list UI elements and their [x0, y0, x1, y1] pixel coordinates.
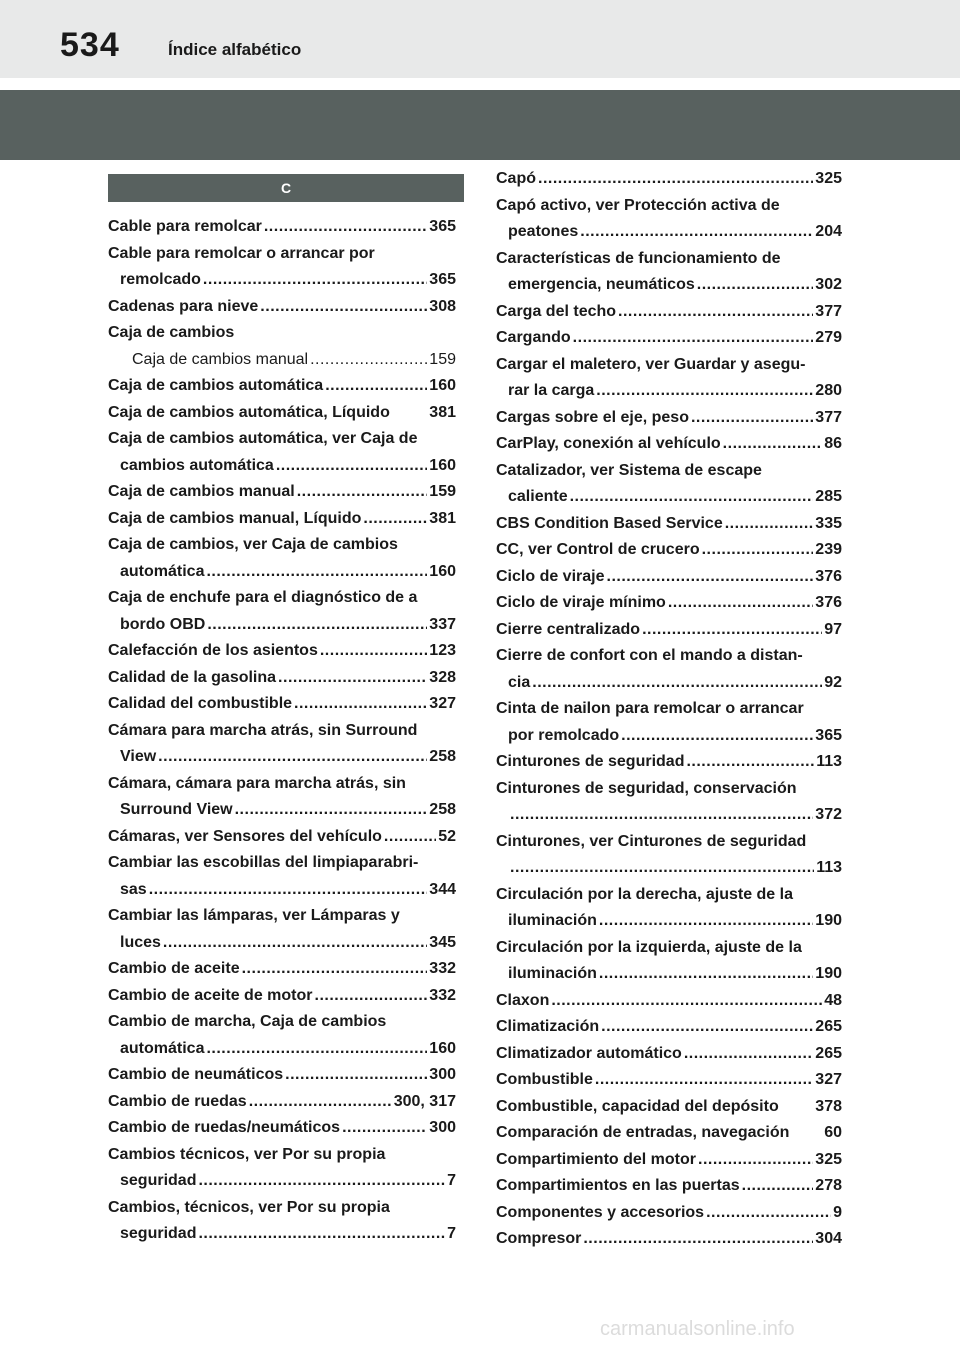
- index-entry: [108, 956, 456, 983]
- index-term: Ciclo de viraje mínimo: [496, 594, 666, 611]
- index-entry: [108, 400, 456, 427]
- index-term: Compartimiento del motor: [496, 1150, 697, 1168]
- index-term: Cámara, cámara para marcha atrás, sin: [108, 774, 406, 792]
- index-term: seguridad: [120, 1225, 197, 1242]
- index-term: Cambio de aceite: [108, 960, 240, 977]
- index-entry: [108, 1142, 456, 1195]
- index-entry: [496, 458, 842, 511]
- header-bar: [0, 0, 960, 78]
- index-term: Cadenas para nieve: [108, 297, 259, 315]
- index-entry: [108, 665, 456, 692]
- page-reference: 258: [429, 748, 456, 765]
- letter-heading: C: [108, 174, 464, 202]
- index-term: Cargando: [496, 329, 571, 346]
- index-entry: [108, 1089, 456, 1116]
- index-term: CC, ver Control de crucero: [496, 541, 700, 558]
- index-term: Caja de cambios automática, Líquido: [108, 403, 390, 421]
- page-reference: 60: [824, 1124, 842, 1141]
- index-term: Capó: [496, 170, 536, 187]
- index-entry: [496, 1094, 842, 1121]
- index-entry: [496, 511, 842, 538]
- index-term: Circulación por la derecha, ajuste de la: [496, 885, 793, 903]
- index-entry: [108, 214, 456, 241]
- page-reference: 381: [429, 509, 456, 527]
- page-reference: 376: [815, 594, 842, 611]
- index-entry: [108, 850, 456, 903]
- index-term: emergencia, neumáticos: [508, 276, 695, 293]
- index-term: Cambiar las lámparas, ver Lámparas y: [108, 907, 400, 924]
- index-entry: [496, 1067, 842, 1094]
- index-entry: [108, 1009, 456, 1062]
- index-term: Surround View: [120, 801, 233, 818]
- page-reference: 325: [815, 170, 842, 187]
- index-term: Combustible, capacidad del depósito: [496, 1097, 779, 1115]
- index-entry: [496, 166, 842, 193]
- page-reference: 279: [815, 329, 842, 346]
- index-term: Cambio de ruedas: [108, 1092, 247, 1110]
- page-reference: 113: [816, 753, 842, 770]
- index-term: Características de funcionamiento de: [496, 249, 781, 267]
- index-term: Compresor: [496, 1230, 582, 1247]
- index-term: Catalizador, ver Sistema de escape: [496, 461, 762, 479]
- index-term: CBS Condition Based Service: [496, 514, 723, 532]
- page-reference: 160: [429, 562, 456, 580]
- index-entry: [108, 347, 456, 374]
- page-reference: 302: [815, 276, 842, 293]
- page-reference: 328: [429, 668, 456, 686]
- index-entry: [496, 749, 842, 776]
- index-entry: [108, 691, 456, 718]
- page-reference: 372: [815, 806, 842, 823]
- index-term: Calidad de la gasolina: [108, 668, 277, 686]
- index-entry: [496, 1041, 842, 1068]
- page-reference: 365: [429, 218, 456, 235]
- page-reference: 160: [429, 377, 456, 394]
- index-term: remolcado: [120, 271, 201, 288]
- page-reference: 160: [429, 1039, 456, 1057]
- page-reference: 337: [429, 615, 456, 633]
- index-term: Cámaras, ver Sensores del vehículo: [108, 827, 382, 845]
- index-column-left: [108, 214, 456, 1248]
- index-term: caliente: [508, 488, 568, 505]
- page-reference: 265: [815, 1018, 842, 1035]
- page-reference: 300: [429, 1119, 456, 1136]
- index-term: Cinturones de seguridad: [496, 753, 685, 770]
- index-entry: [496, 988, 842, 1015]
- index-term: Cinturones de seguridad, conservación: [496, 779, 797, 797]
- index-entry: [108, 1115, 456, 1142]
- index-term: Cierre centralizado: [496, 620, 641, 638]
- index-entry: [108, 718, 456, 771]
- index-entry: [496, 1147, 842, 1174]
- index-term: seguridad: [120, 1172, 197, 1189]
- index-entry: [496, 537, 842, 564]
- index-term: Cinta de nailon para remolcar o arrancar: [496, 700, 804, 717]
- index-entry: [108, 1062, 456, 1089]
- index-term: Climatización: [496, 1018, 600, 1035]
- page-reference: 345: [429, 933, 456, 951]
- page-reference: 381: [429, 403, 456, 421]
- index-entry: [496, 829, 842, 882]
- index-entry: [496, 882, 842, 935]
- index-entry: [496, 352, 842, 405]
- index-term: Carga del techo: [496, 302, 617, 320]
- index-column-right: [496, 166, 842, 1253]
- index-entry: [108, 320, 456, 347]
- index-term: Caja de cambios manual: [108, 483, 295, 500]
- index-entry: [496, 1120, 842, 1147]
- page-reference: 239: [815, 541, 842, 558]
- index-term: Cambios técnicos, ver Por su propia: [108, 1145, 386, 1163]
- page-number: 534: [60, 26, 120, 64]
- index-entry: [108, 532, 456, 585]
- index-term: bordo OBD: [120, 615, 206, 633]
- page-reference: 308: [429, 297, 456, 315]
- page-reference: 265: [815, 1044, 842, 1062]
- index-term: Cambio de aceite de motor: [108, 986, 313, 1004]
- index-term: por remolcado: [508, 726, 620, 744]
- index-term: cambios automática: [120, 456, 274, 474]
- index-entry: [108, 771, 456, 824]
- header-band: [0, 90, 960, 160]
- index-entry: [496, 1226, 842, 1253]
- index-term: Cable para remolcar: [108, 218, 262, 235]
- page-reference: 204: [815, 223, 842, 240]
- index-term: iluminación: [508, 965, 597, 982]
- index-term: Calefacción de los asientos: [108, 642, 318, 659]
- index-entry: [108, 585, 456, 638]
- index-term: Cargar el maletero, ver Guardar y asegu-: [496, 355, 806, 373]
- index-term: Comparación de entradas, navegación: [496, 1124, 790, 1141]
- page-reference: 52: [438, 827, 456, 845]
- page-reference: 376: [815, 567, 842, 585]
- section-title: Índice alfabético: [168, 40, 302, 59]
- index-entry: [496, 696, 842, 749]
- index-entry: [108, 638, 456, 665]
- index-term: Climatizador automático: [496, 1044, 682, 1062]
- index-term: peatones: [508, 223, 579, 240]
- page-reference: 123: [429, 642, 456, 659]
- page-reference: 365: [815, 726, 842, 744]
- index-term: Cámara para marcha atrás, sin Surround: [108, 721, 418, 739]
- page-reference: 377: [815, 302, 842, 320]
- index-entry: [496, 299, 842, 326]
- page-reference: 190: [815, 965, 842, 982]
- index-term: Calidad del combustible: [108, 695, 293, 712]
- index-term: Ciclo de viraje: [496, 567, 605, 585]
- page-reference: 86: [824, 435, 842, 452]
- index-entry: [496, 246, 842, 299]
- index-term: Caja de cambios automática: [108, 377, 324, 394]
- page-reference: 377: [815, 408, 842, 426]
- index-term: CarPlay, conexión al vehículo: [496, 435, 721, 452]
- page-reference: 113: [816, 859, 842, 876]
- page-reference: 327: [815, 1071, 842, 1088]
- index-term: Capó activo, ver Protección activa de: [496, 196, 780, 214]
- index-entry: [108, 506, 456, 533]
- index-term: Cambio de marcha, Caja de cambios: [108, 1013, 387, 1030]
- page-reference: 159: [429, 350, 456, 368]
- index-entry: [108, 903, 456, 956]
- index-entry: [496, 643, 842, 696]
- page-reference: 7: [447, 1172, 456, 1189]
- index-term: Cargas sobre el eje, peso: [496, 408, 689, 426]
- index-entry: [108, 373, 456, 400]
- page-reference: 300: [429, 1066, 456, 1083]
- index-term: View: [120, 748, 157, 765]
- index-entry: [496, 193, 842, 246]
- index-entry: [496, 1014, 842, 1041]
- page-reference: 365: [429, 271, 456, 288]
- watermark: carmanualsonline.info: [600, 1318, 795, 1340]
- index-entry: [108, 983, 456, 1010]
- index-entry: [108, 1195, 456, 1248]
- index-term: Cambio de neumáticos: [108, 1066, 284, 1083]
- index-term: Caja de enchufe para el diagnóstico de a: [108, 589, 418, 606]
- index-term: Combustible: [496, 1071, 593, 1088]
- index-term: automática: [120, 562, 205, 580]
- index-term: Caja de cambios automática, ver Caja de: [108, 430, 418, 447]
- index-entry: [108, 294, 456, 321]
- index-entry: [496, 617, 842, 644]
- page-reference: 48: [824, 991, 842, 1009]
- page-reference: 258: [429, 801, 456, 818]
- index-term: iluminación: [508, 912, 597, 929]
- page-reference: 285: [815, 488, 842, 505]
- index-entry: [496, 590, 842, 617]
- index-entry: [496, 405, 842, 432]
- page-reference: 7: [447, 1225, 456, 1242]
- index-term: Caja de cambios manual: [132, 350, 309, 368]
- index-term: sas: [120, 880, 147, 898]
- index-entry: [496, 1173, 842, 1200]
- page-reference: 378: [815, 1097, 842, 1115]
- page-reference: 92: [824, 673, 842, 691]
- index-entry: [108, 824, 456, 851]
- page-reference: 332: [429, 960, 456, 977]
- index-term: Cambio de ruedas/neumáticos: [108, 1119, 341, 1136]
- index-term: Componentes y accesorios: [496, 1203, 705, 1221]
- index-entry: [496, 776, 842, 829]
- page-reference: 304: [815, 1230, 842, 1247]
- page-reference: 97: [824, 620, 842, 638]
- page-reference: 159: [429, 483, 456, 500]
- page-reference: 9: [833, 1203, 842, 1221]
- page-reference: 280: [815, 382, 842, 399]
- page-reference: 300, 317: [393, 1092, 456, 1110]
- index-entry: [108, 241, 456, 294]
- index-term: Compartimientos en las puertas: [496, 1177, 740, 1194]
- index-entry: [496, 1200, 842, 1227]
- page-reference: 325: [815, 1150, 842, 1168]
- index-term: Cable para remolcar o arrancar por: [108, 244, 375, 262]
- index-entry: [496, 935, 842, 988]
- index-entry: [496, 564, 842, 591]
- index-term: Cinturones, ver Cinturones de seguridad: [496, 832, 807, 850]
- page-reference: 160: [429, 456, 456, 474]
- page-reference: 278: [815, 1177, 842, 1194]
- index-term: Cierre de confort con el mando a distan-: [496, 647, 803, 664]
- index-term: cia: [508, 673, 531, 691]
- index-term: Cambiar las escobillas del limpiaparabri-: [108, 854, 419, 871]
- index-entry: [108, 479, 456, 506]
- index-term: Caja de cambios, ver Caja de cambios: [108, 536, 398, 553]
- page-reference: 335: [815, 514, 842, 532]
- index-term: luces: [120, 933, 161, 951]
- index-entry: [108, 426, 456, 479]
- index-entry: [496, 325, 842, 352]
- index-term: Cambios, técnicos, ver Por su propia: [108, 1198, 390, 1216]
- page-reference: 332: [429, 986, 456, 1004]
- index-entry: [496, 431, 842, 458]
- index-term: automática: [120, 1039, 205, 1057]
- index-term: rar la carga: [508, 382, 595, 399]
- index-term: Claxon: [496, 991, 550, 1009]
- index-term: Caja de cambios: [108, 324, 235, 341]
- page-reference: 327: [429, 695, 456, 712]
- page-reference: 344: [429, 880, 456, 898]
- page-reference: 190: [815, 912, 842, 929]
- index-term: Caja de cambios manual, Líquido: [108, 509, 362, 527]
- index-term: Circulación por la izquierda, ajuste de la: [496, 938, 802, 956]
